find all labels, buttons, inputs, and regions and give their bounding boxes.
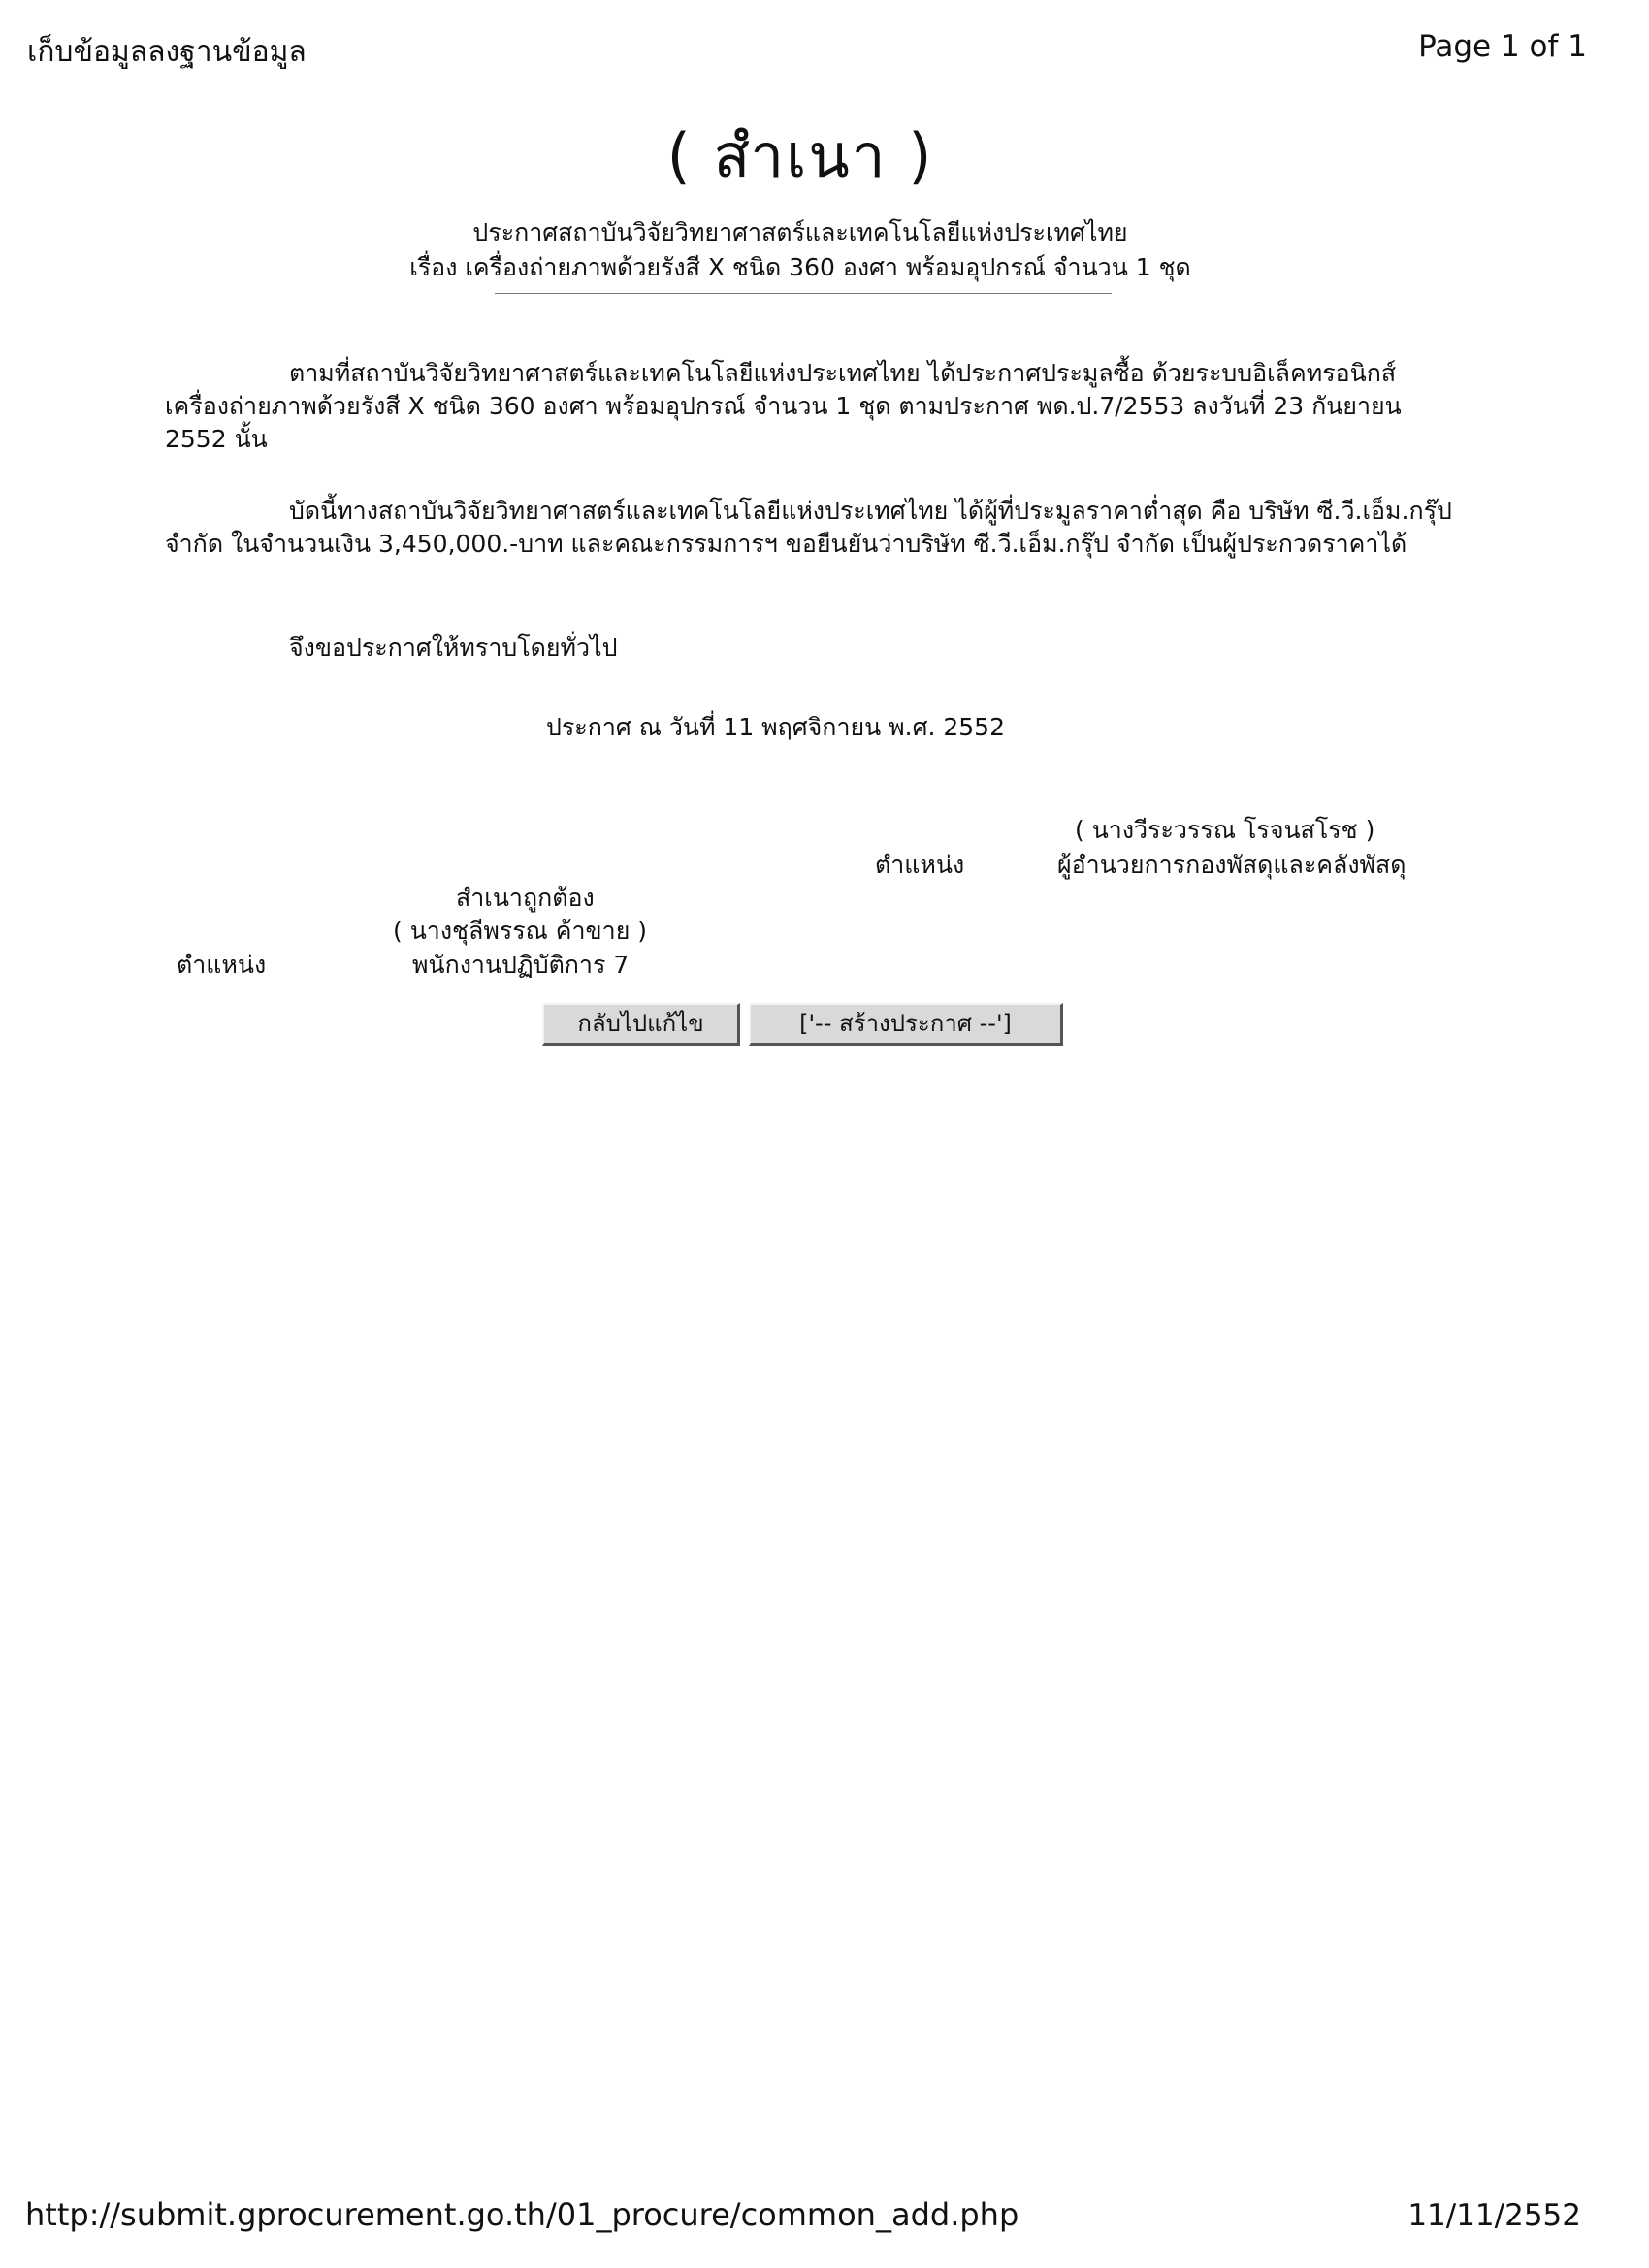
print-footer-url: http://submit.gprocurement.go.th/01_procure/common_add.php xyxy=(25,2196,1019,2233)
signer-name: ( นางวีระวรรณ โรจนสโรช ) xyxy=(1075,816,1375,844)
certifier-position: พนักงานปฏิบัติการ 7 xyxy=(412,951,630,979)
paragraph-1-text: ตามที่สถาบันวิจัยวิทยาศาสตร์และเทคโนโลยีแห่งประเทศไทย ได้ประกาศประมูลซื้อ ด้วยระบบอิเล็คทรอนิกส์ เครื่องถ่ายภาพด้วยรังสี X ชนิด 360 องศา พร้อมอุปกรณ์ จำนวน 1 ชุด ตามประกาศ พด.ป.7/2553 ลงวันที่ 23 กันยายน 2552 นั้น xyxy=(165,359,1402,453)
print-header-title: เก็บข้อมูลลงฐานข้อมูล xyxy=(27,35,307,69)
copy-mark-title: ( สำเนา ) xyxy=(666,120,934,191)
signer-position-label: ตำแหน่ง xyxy=(875,851,965,879)
certified-copy-label: สำเนาถูกต้อง xyxy=(456,884,595,912)
paragraph-1 xyxy=(165,357,1455,456)
print-footer-date: 11/11/2552 xyxy=(1407,2198,1581,2233)
paragraph-2-text: บัดนี้ทางสถาบันวิจัยวิทยาศาสตร์และเทคโนโลยีแห่งประเทศไทย ได้ผู้ที่ประมูลราคาต่ำสุด คือ บริษัท ซี.วี.เอ็ม.กรุ๊ป จำกัด ในจำนวนเงิน 3,450,000.-บาท และคณะกรรมการฯ ขอยืนยันว่าบริษัท ซี.วี.เอ็ม.กรุ๊ป จำกัด เป็นผู้ประกวดราคาได้ xyxy=(165,497,1452,558)
heading-line-2: เรื่อง เครื่องถ่ายภาพด้วยรังสี X ชนิด 360 องศา พร้อมอุปกรณ์ จำนวน 1 ชุด xyxy=(409,253,1191,281)
print-page-number: Page 1 of 1 xyxy=(1418,29,1587,64)
certifier-name: ( นางชุลีพรรณ ค้าขาย ) xyxy=(393,917,648,945)
signer-position: ผู้อำนวยการกองพัสดุและคลังพัสดุ xyxy=(1057,851,1406,879)
heading-line-1: ประกาศสถาบันวิจัยวิทยาศาสตร์และเทคโนโลยีแห่งประเทศไทย xyxy=(472,218,1128,246)
create-announcement-button[interactable]: ['-- สร้างประกาศ --'] xyxy=(749,1003,1063,1046)
certifier-position-label: ตำแหน่ง xyxy=(177,951,267,979)
announce-date: ประกาศ ณ วันที่ 11 พฤศจิกายน พ.ศ. 2552 xyxy=(546,713,1005,741)
paragraph-3: จึงขอประกาศให้ทราบโดยทั่วไป xyxy=(289,633,618,662)
back-to-edit-button[interactable]: กลับไปแก้ไข xyxy=(542,1003,740,1046)
paragraph-2 xyxy=(165,495,1455,561)
heading-divider xyxy=(495,293,1112,294)
